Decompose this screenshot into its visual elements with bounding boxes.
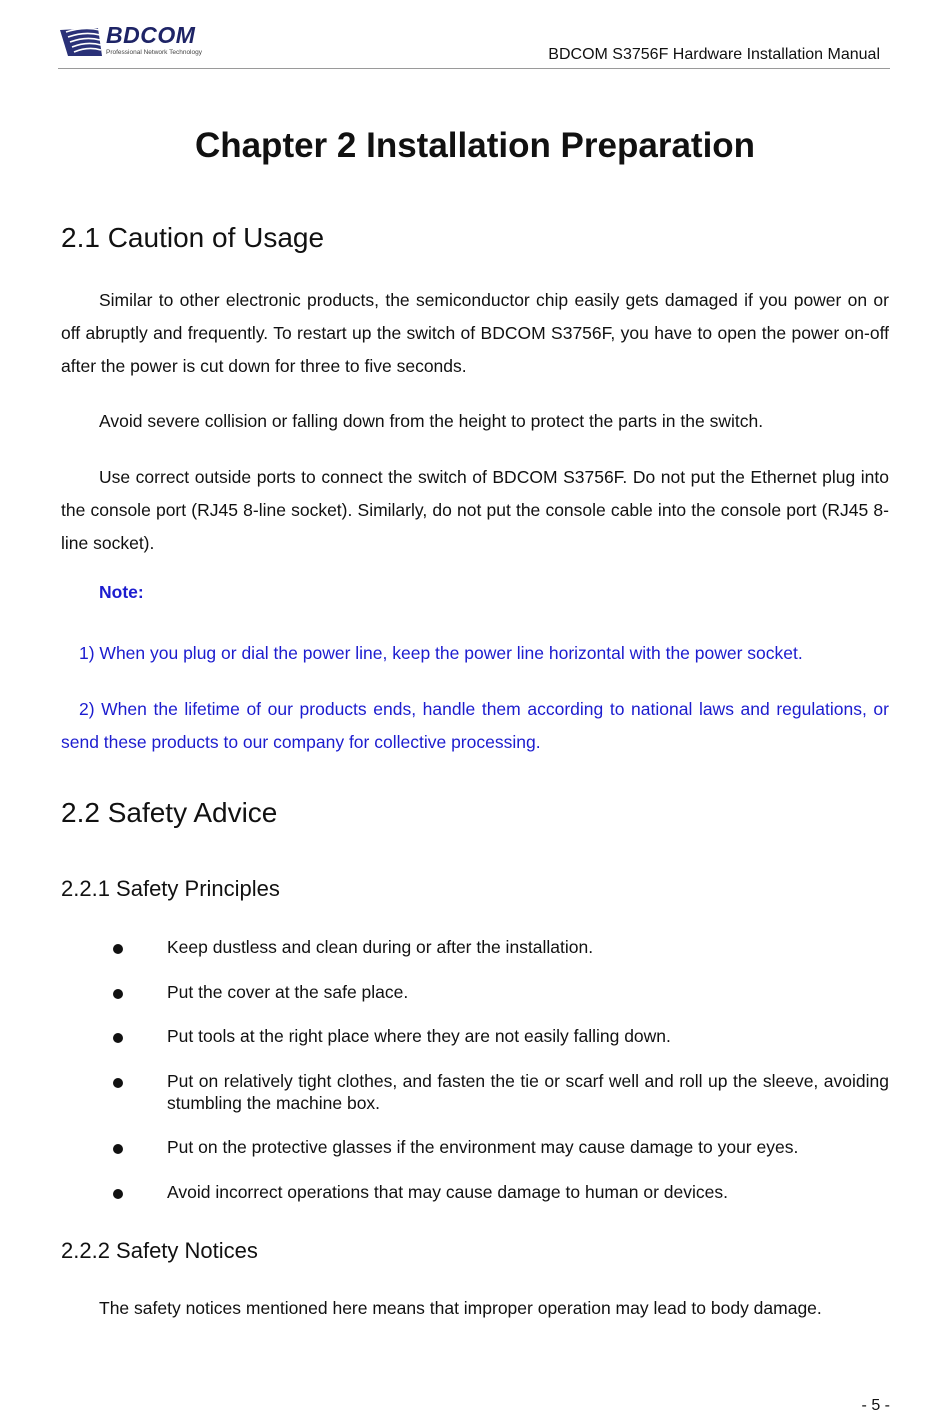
page-header: [58, 18, 890, 69]
section-heading-2-2: 2.2 Safety Advice: [61, 797, 278, 828]
subsection-heading-2-2-1: 2.2.1 Safety Principles: [61, 876, 280, 901]
bullet-icon: [113, 1189, 123, 1199]
logo-tagline: Professional Network Technology: [106, 49, 202, 56]
bullet-icon: [113, 944, 123, 954]
section-heading-2-1: 2.1 Caution of Usage: [61, 222, 325, 253]
note-label: Note:: [99, 582, 144, 602]
note-item-1: 1) When you plug or dial the power line, keep the power line horizontal with the power socket.: [79, 643, 803, 663]
list-item-text: Avoid incorrect operations that may cause damage to human or devices.: [167, 1182, 728, 1202]
note-item-2: 2) When the lifetime of our products ends, handle them according to national laws and regulations, or send these products to our company for collective processing.: [61, 699, 889, 752]
logo-emblem-icon: [58, 24, 104, 58]
bullet-icon: [113, 1144, 123, 1154]
list-item-text: Put the cover at the safe place.: [167, 982, 409, 1002]
manual-title: BDCOM S3756F Hardware Installation Manual: [548, 46, 880, 63]
list-item-text: Put tools at the right place where they are not easily falling down.: [167, 1026, 671, 1046]
list-item-text: Keep dustless and clean during or after the installation.: [167, 937, 594, 957]
bullet-icon: [113, 989, 123, 999]
bdcom-logo: [58, 24, 228, 64]
chapter-title: Chapter 2 Installation Preparation: [194, 126, 756, 165]
bullet-icon: [113, 1033, 123, 1043]
paragraph-safety-notices: The safety notices mentioned here means that improper operation may lead to body damage.: [99, 1298, 822, 1318]
logo-wordmark: BDCOM: [106, 22, 196, 48]
paragraph-ports: Use correct outside ports to connect the switch of BDCOM S3756F. Do not put the Ethernet plug into the console port (RJ45 8-line socket). Similarly, do not put the console cable into the console port (RJ45 8-line socket).: [61, 467, 889, 553]
list-item-text: Put on relatively tight clothes, and fasten the tie or scarf well and roll up the sleeve, avoiding stumbling the machine box.: [167, 1071, 889, 1113]
subsection-heading-2-2-2: 2.2.2 Safety Notices: [61, 1238, 258, 1263]
page-number: - 5 -: [861, 1397, 890, 1414]
list-item-text: Put on the protective glasses if the environment may cause damage to your eyes.: [167, 1137, 799, 1157]
paragraph-collision: Avoid severe collision or falling down from the height to protect the parts in the switch.: [99, 411, 764, 431]
bullet-icon: [113, 1078, 123, 1088]
paragraph-chip-damage: Similar to other electronic products, the semiconductor chip easily gets damaged if you power on or off abruptly and frequently. To restart up the switch of BDCOM S3756F, you have to open the power on-off after the power is cut down for three to five seconds.: [61, 290, 889, 376]
